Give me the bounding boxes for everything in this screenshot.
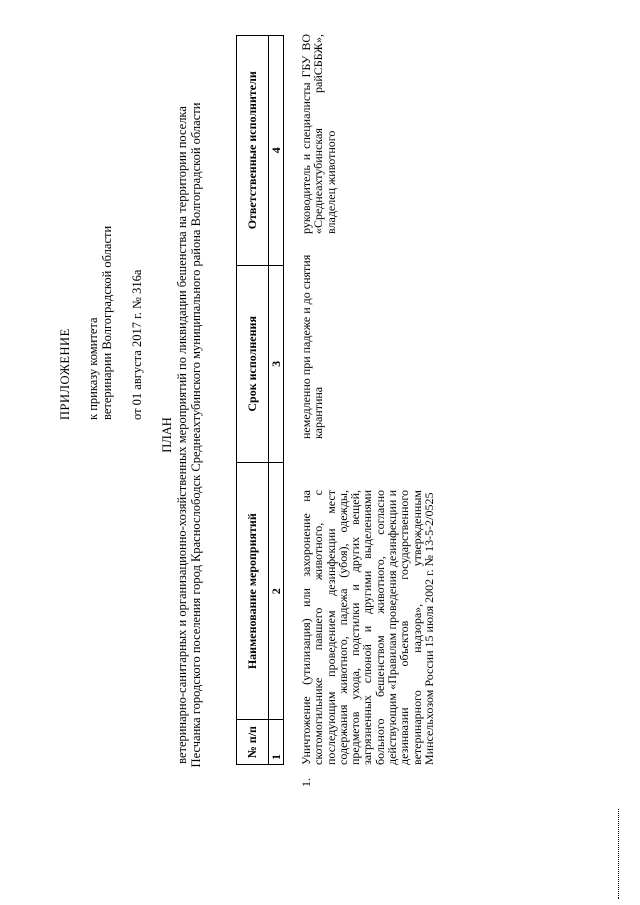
column-header: № п/п	[237, 720, 269, 765]
plan-subtitle: Песчанка городского поселения город Краснослободск Среднеахтубинского муниципального района Волгоградской области	[189, 102, 203, 768]
appendix-block	[58, 90, 144, 420]
column-number: 2	[269, 463, 284, 720]
plan-title: ПЛАН	[160, 417, 174, 453]
responsible-text: руководитель и специалисты ГБУ ВО «Среднеахтубинская райСББЖ», владелец животного	[299, 34, 338, 234]
column-header: Ответственные исполнители	[237, 36, 269, 266]
plan-table	[236, 35, 284, 765]
appendix-date: от 01 августа 2017 г. № 316а	[130, 269, 144, 420]
column-number: 3	[269, 265, 284, 463]
appendix-title: ПРИЛОЖЕНИЕ	[58, 328, 72, 420]
column-header: Наименование мероприятий	[237, 463, 269, 720]
deadline-text: немедленно при падеже и до снятия карантина	[299, 254, 326, 439]
column-number-row	[269, 36, 284, 765]
column-number: 4	[269, 36, 284, 266]
appendix-line: к приказу комитета	[86, 317, 100, 420]
footer-rule	[618, 809, 619, 899]
measure-text: Уничтожение (утилизация) или захоронение на скотомогильнике павшего животного, с последующим проведением дезинфекции мест содержания животного, падежа (убоя), одежды, предметов ухода, подстилки и других вещей, загрязненных слюной и другими выделениями больного бешенством животного, согласно действующим «Правилам проведения дезинфекции и дезинвазии объектов государственного ветеринарного надзора», утвержденным Минсельхозом России 15 июля 2002 г. № 13-5-2/0525	[299, 490, 436, 765]
plan-subtitle: ветеринарно-санитарных и организационно-хозяйственных мероприятий по ликвидации бешенства на территории поселка	[174, 106, 189, 764]
column-header: Срок исполнения	[237, 265, 269, 463]
row-index: 1.	[299, 778, 313, 787]
table-header-row	[237, 36, 269, 765]
column-number: 1	[269, 720, 284, 765]
appendix-line: ветеринарии Волгоградской области	[100, 225, 114, 420]
plan-title-block	[160, 25, 204, 845]
